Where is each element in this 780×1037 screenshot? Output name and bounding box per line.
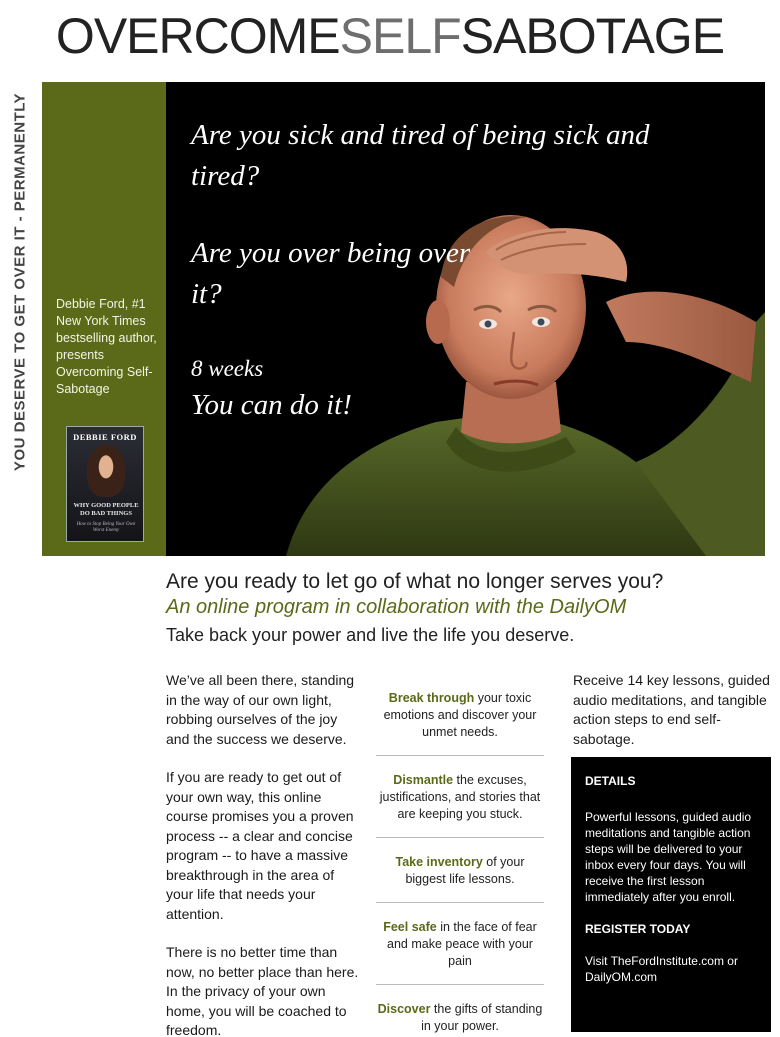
hero-encouragement: You can do it!	[191, 389, 352, 421]
author-portrait	[87, 445, 125, 497]
green-sidebar-panel	[42, 82, 166, 556]
tagline: Take back your power and live the life you deserve.	[166, 625, 575, 645]
benefit-text: of your biggest life lessons.	[405, 855, 525, 886]
body-paragraph: There is no better time than now, no better place than here. In the privacy of your own home, you will be coached to freedom.	[166, 944, 359, 1037]
main-headline: Are you ready to let go of what no longer serves you?	[166, 570, 664, 593]
benefit-key: Take inventory	[395, 855, 483, 869]
register-text[interactable]: Visit TheFordInstitute.com or DailyOM.com	[585, 954, 738, 984]
register-heading: REGISTER TODAY	[585, 922, 691, 936]
vertical-tagline	[6, 82, 34, 482]
hero-question-sick-tired: Are you sick and tired of being sick and tired?	[191, 119, 650, 192]
benefit-item	[376, 854, 544, 903]
hero-weeks: 8 weeks	[191, 356, 264, 381]
title-overcome: OVERCOME	[55, 8, 340, 64]
benefit-text: the gifts of standing in your power.	[421, 1002, 543, 1033]
book-title: WHY GOOD PEOPLE DO BAD THINGS	[73, 502, 139, 517]
benefit-item	[376, 1001, 544, 1037]
book-author: DEBBIE FORD	[73, 432, 137, 442]
hero-banner	[166, 82, 765, 556]
details-box	[571, 757, 771, 1032]
vertical-tagline-text: YOU DESERVE TO GET OVER IT - PERMANENTLY	[11, 92, 29, 472]
body-paragraph: We’ve all been there, standing in the way of our own light, robbing ourselves of the joy and the success we deserve.	[166, 672, 355, 747]
body-paragraph: If you are ready to get out of your own way, this online course promises you a proven process -- a clear and concise program -- to have a massive breakthrough in the area of your life that needs your attention.	[166, 769, 354, 922]
benefit-key: Discover	[377, 1002, 431, 1016]
benefit-text: the excuses, justifications, and stories that are keeping you stuck.	[379, 773, 541, 821]
benefit-item	[376, 919, 544, 985]
benefit-text: your toxic emotions and discover your unmet needs.	[383, 691, 537, 739]
program-subline: An online program in collaboration with the DailyOM	[166, 596, 627, 618]
hero-question-over-it: Are you over being over it?	[191, 237, 471, 310]
offer-summary: Receive 14 key lessons, guided audio meditations, and tangible action steps to end self-sabotage.	[573, 672, 770, 747]
body-text-column	[166, 671, 362, 1037]
book-subtitle: How to Stop Being Your Own Worst Enemy	[76, 522, 136, 533]
book-cover	[66, 426, 144, 542]
benefit-key: Dismantle	[393, 773, 454, 787]
title-sabotage: SABOTAGE	[460, 8, 725, 64]
benefits-list	[376, 690, 544, 1037]
benefit-item	[376, 690, 544, 756]
page-title	[0, 8, 780, 64]
benefit-key: Feel safe	[383, 920, 437, 934]
sidebar-intro-text: Debbie Ford, #1 New York Times bestselling author, presents Overcoming Self-Sabotage	[56, 297, 157, 396]
details-text: Powerful lessons, guided audio meditations and tangible action steps will be delivered to your inbox every four days. You will receive the first lesson immediately after you enroll.	[585, 810, 752, 904]
title-self: SELF	[339, 8, 461, 64]
benefit-key: Break through	[388, 691, 475, 705]
benefit-text: in the face of fear and make peace with your pain	[387, 920, 537, 968]
details-heading: DETAILS	[585, 774, 636, 788]
benefit-item	[376, 772, 544, 838]
